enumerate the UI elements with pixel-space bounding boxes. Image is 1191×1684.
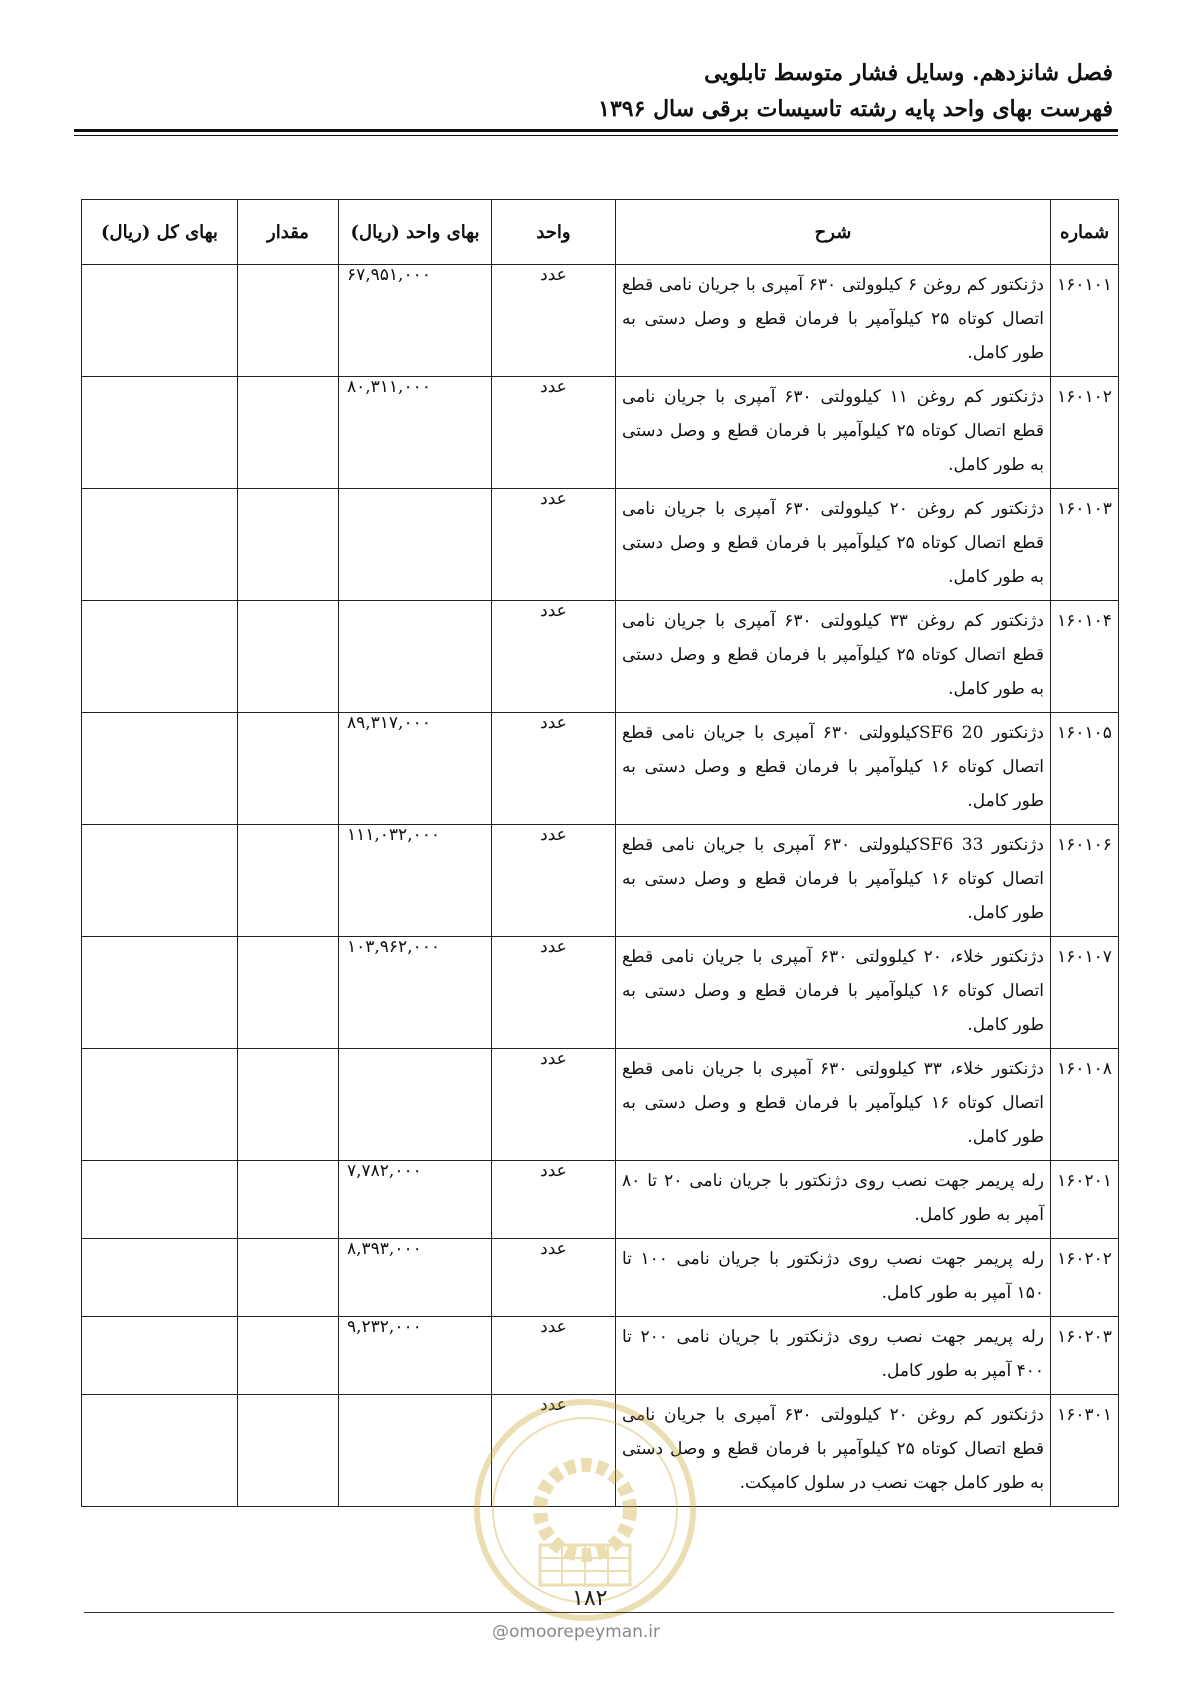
item-number: ۱۶۰۱۰۸ bbox=[1051, 1049, 1119, 1161]
item-quantity bbox=[238, 1239, 339, 1317]
item-number: ۱۶۰۲۰۲ bbox=[1051, 1239, 1119, 1317]
chapter-title: فصل شانزدهم. وسایل فشار متوسط تابلویی bbox=[704, 60, 1113, 86]
item-unit: عدد bbox=[492, 937, 616, 1049]
table-row bbox=[82, 1161, 1119, 1239]
item-quantity bbox=[238, 713, 339, 825]
item-description: دژنکتور کم روغن ۶ کیلوولتی ۶۳۰ آمپری با جریان نامی قطع اتصال کوتاه ۲۵ کیلوآمپر با فرمان قطع و وصل دستی به طور کامل. bbox=[616, 265, 1051, 377]
website-watermark: @omoorepeyman.ir bbox=[492, 1622, 661, 1642]
item-quantity bbox=[238, 1049, 339, 1161]
item-quantity bbox=[238, 1317, 339, 1395]
table-row bbox=[82, 601, 1119, 713]
table-row bbox=[82, 825, 1119, 937]
item-unit-price: ۸۰,۳۱۱,۰۰۰ bbox=[339, 377, 492, 489]
item-total bbox=[82, 1049, 238, 1161]
header-rule-thick bbox=[74, 129, 1118, 132]
header-desc: شرح bbox=[616, 200, 1051, 265]
table-row bbox=[82, 377, 1119, 489]
item-unit-price: ۹,۲۳۲,۰۰۰ bbox=[339, 1317, 492, 1395]
table-row bbox=[82, 1317, 1119, 1395]
item-unit: عدد bbox=[492, 377, 616, 489]
table-row bbox=[82, 713, 1119, 825]
table-row bbox=[82, 489, 1119, 601]
item-unit-price bbox=[339, 1049, 492, 1161]
item-number: ۱۶۰۱۰۶ bbox=[1051, 825, 1119, 937]
item-total bbox=[82, 489, 238, 601]
item-quantity bbox=[238, 489, 339, 601]
item-unit-price: ۸,۳۹۳,۰۰۰ bbox=[339, 1239, 492, 1317]
item-unit: عدد bbox=[492, 489, 616, 601]
item-unit: عدد bbox=[492, 1239, 616, 1317]
item-unit-price: ۶۷,۹۵۱,۰۰۰ bbox=[339, 265, 492, 377]
table-row bbox=[82, 937, 1119, 1049]
price-table bbox=[81, 199, 1119, 1507]
item-number: ۱۶۰۱۰۳ bbox=[1051, 489, 1119, 601]
header-price: بهای واحد (ریال) bbox=[339, 200, 492, 265]
item-number: ۱۶۰۱۰۵ bbox=[1051, 713, 1119, 825]
item-unit: عدد bbox=[492, 1395, 616, 1507]
item-description: دژنکتور SF6 20کیلوولتی ۶۳۰ آمپری با جریان نامی قطع اتصال کوتاه ۱۶ کیلوآمپر با فرمان قطع و وصل دستی به طور کامل. bbox=[616, 713, 1051, 825]
item-quantity bbox=[238, 825, 339, 937]
item-number: ۱۶۰۱۰۱ bbox=[1051, 265, 1119, 377]
item-unit-price bbox=[339, 1395, 492, 1507]
item-total bbox=[82, 713, 238, 825]
table-row bbox=[82, 1049, 1119, 1161]
item-description: دژنکتور SF6 33کیلوولتی ۶۳۰ آمپری با جریان نامی قطع اتصال کوتاه ۱۶ کیلوآمپر با فرمان قطع و وصل دستی به طور کامل. bbox=[616, 825, 1051, 937]
item-description: رله پریمر جهت نصب روی دژنکتور با جریان نامی ۲۰۰ تا ۴۰۰ آمپر به طور کامل. bbox=[616, 1317, 1051, 1395]
item-unit-price: ۷,۷۸۲,۰۰۰ bbox=[339, 1161, 492, 1239]
catalog-title: فهرست بهای واحد پایه رشته تاسیسات برقی سال ۱۳۹۶ bbox=[598, 96, 1113, 122]
item-quantity bbox=[238, 1161, 339, 1239]
header-qty: مقدار bbox=[238, 200, 339, 265]
item-description: دژنکتور کم روغن ۱۱ کیلوولتی ۶۳۰ آمپری با جریان نامی قطع اتصال کوتاه ۲۵ کیلوآمپر با فرمان قطع و وصل دستی به طور کامل. bbox=[616, 377, 1051, 489]
table-row bbox=[82, 265, 1119, 377]
item-total bbox=[82, 937, 238, 1049]
item-description: دژنکتور کم روغن ۲۰ کیلوولتی ۶۳۰ آمپری با جریان نامی قطع اتصال کوتاه ۲۵ کیلوآمپر با فرمان قطع و وصل دستی به طور کامل. bbox=[616, 489, 1051, 601]
item-total bbox=[82, 1395, 238, 1507]
item-quantity bbox=[238, 377, 339, 489]
table-row bbox=[82, 1239, 1119, 1317]
item-unit: عدد bbox=[492, 713, 616, 825]
item-unit: عدد bbox=[492, 1049, 616, 1161]
page-number: ۱۸۲ bbox=[572, 1586, 608, 1611]
item-number: ۱۶۰۱۰۷ bbox=[1051, 937, 1119, 1049]
item-total bbox=[82, 1161, 238, 1239]
item-quantity bbox=[238, 265, 339, 377]
item-unit: عدد bbox=[492, 825, 616, 937]
item-quantity bbox=[238, 601, 339, 713]
item-unit: عدد bbox=[492, 265, 616, 377]
header-num: شماره bbox=[1051, 200, 1119, 265]
header-total: بهای کل (ریال) bbox=[82, 200, 238, 265]
item-number: ۱۶۰۲۰۳ bbox=[1051, 1317, 1119, 1395]
item-description: رله پریمر جهت نصب روی دژنکتور با جریان نامی ۲۰ تا ۸۰ آمپر به طور کامل. bbox=[616, 1161, 1051, 1239]
footer-rule bbox=[84, 1612, 1114, 1613]
item-quantity bbox=[238, 1395, 339, 1507]
item-total bbox=[82, 377, 238, 489]
item-number: ۱۶۰۱۰۲ bbox=[1051, 377, 1119, 489]
item-number: ۱۶۰۲۰۱ bbox=[1051, 1161, 1119, 1239]
item-unit: عدد bbox=[492, 1161, 616, 1239]
item-quantity bbox=[238, 937, 339, 1049]
item-description: دژنکتور خلاء، ۲۰ کیلوولتی ۶۳۰ آمپری با جریان نامی قطع اتصال کوتاه ۱۶ کیلوآمپر با فرمان قطع و وصل دستی به طور کامل. bbox=[616, 937, 1051, 1049]
item-unit-price: ۱۰۳,۹۶۲,۰۰۰ bbox=[339, 937, 492, 1049]
item-description: دژنکتور کم روغن ۲۰ کیلوولتی ۶۳۰ آمپری با جریان نامی قطع اتصال کوتاه ۲۵ کیلوآمپر با فرمان قطع و وصل دستی به طور کامل جهت نصب در سلول کامپکت. bbox=[616, 1395, 1051, 1507]
item-unit-price: ۱۱۱,۰۳۲,۰۰۰ bbox=[339, 825, 492, 937]
item-description: دژنکتور کم روغن ۳۳ کیلوولتی ۶۳۰ آمپری با جریان نامی قطع اتصال کوتاه ۲۵ کیلوآمپر با فرمان قطع و وصل دستی به طور کامل. bbox=[616, 601, 1051, 713]
item-unit-price: ۸۹,۳۱۷,۰۰۰ bbox=[339, 713, 492, 825]
item-total bbox=[82, 1239, 238, 1317]
item-unit: عدد bbox=[492, 1317, 616, 1395]
item-unit: عدد bbox=[492, 601, 616, 713]
item-total bbox=[82, 265, 238, 377]
item-total bbox=[82, 601, 238, 713]
item-unit-price bbox=[339, 489, 492, 601]
item-description: دژنکتور خلاء، ۳۳ کیلوولتی ۶۳۰ آمپری با جریان نامی قطع اتصال کوتاه ۱۶ کیلوآمپر با فرمان قطع و وصل دستی به طور کامل. bbox=[616, 1049, 1051, 1161]
item-total bbox=[82, 825, 238, 937]
header-unit: واحد bbox=[492, 200, 616, 265]
item-unit-price bbox=[339, 601, 492, 713]
item-number: ۱۶۰۱۰۴ bbox=[1051, 601, 1119, 713]
header-rule-thin bbox=[74, 135, 1118, 136]
item-total bbox=[82, 1317, 238, 1395]
item-description: رله پریمر جهت نصب روی دژنکتور با جریان نامی ۱۰۰ تا ۱۵۰ آمپر به طور کامل. bbox=[616, 1239, 1051, 1317]
item-number: ۱۶۰۳۰۱ bbox=[1051, 1395, 1119, 1507]
table-header-row bbox=[82, 200, 1119, 265]
